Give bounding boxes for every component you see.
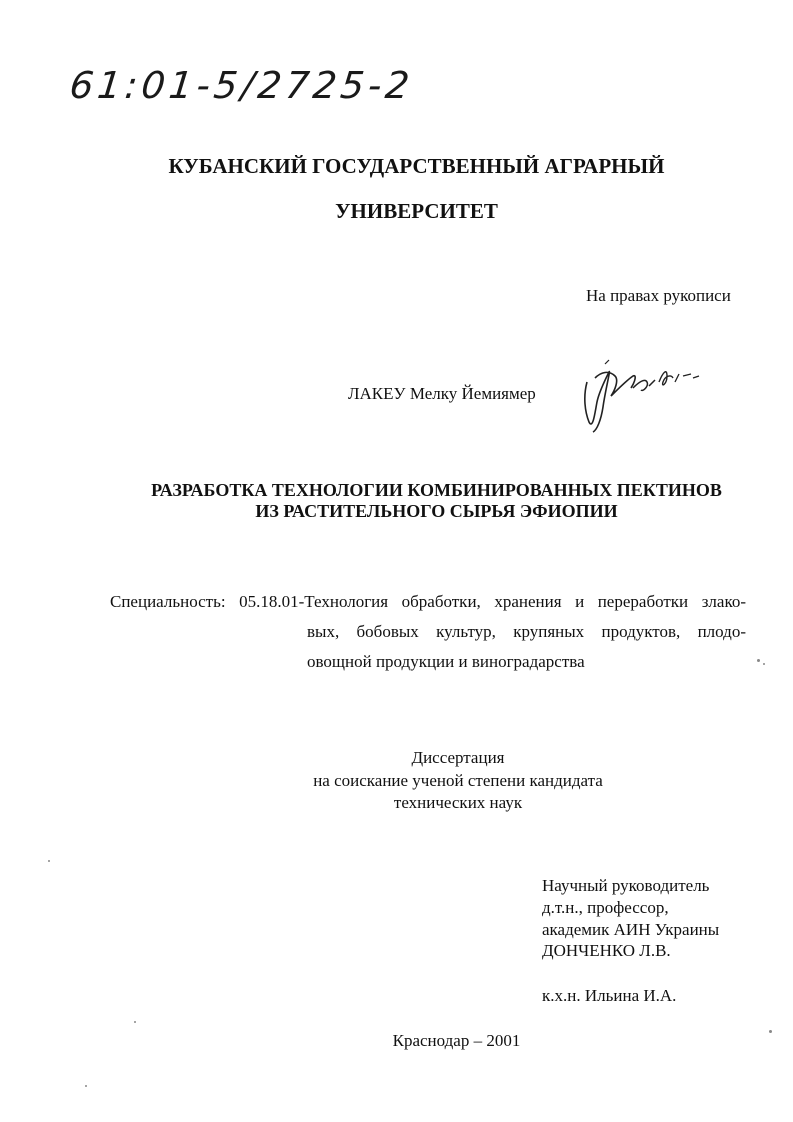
dissertation-title-line2: ИЗ РАСТИТЕЛЬНОГО СЫРЬЯ ЭФИОПИИ [255, 501, 618, 521]
scan-speck [763, 663, 765, 665]
manuscript-rights-note: На правах рукописи [586, 286, 731, 305]
signature-icon [575, 352, 705, 436]
author-name: ЛАКЕУ Мелку Йемиямер [348, 384, 536, 403]
specialty-line2: вых, бобовых культур, крупяных продуктов, плодо- [307, 622, 746, 641]
institution-name-line2: УНИВЕРСИТЕТ [335, 199, 498, 223]
degree-field: технических наук [393, 793, 523, 812]
dissertation-title-line1: РАЗРАБОТКА ТЕХНОЛОГИИ КОМБИНИРОВАННЫХ ПЕКТИНОВ [151, 480, 722, 500]
co-supervisor: к.х.н. Ильина И.А. [542, 986, 677, 1005]
scan-speck [134, 1021, 136, 1023]
degree-purpose: на соискание ученой степени кандидата [313, 771, 603, 790]
scan-speck [757, 659, 760, 662]
specialty-line1: Специальность: 05.18.01-Технология обработки, хранения и переработки злако- [110, 592, 746, 611]
scan-speck [769, 1030, 772, 1033]
scan-speck [85, 1085, 87, 1087]
specialty-line3: овощной продукции и виноградарства [307, 652, 585, 671]
handwritten-catalog-code: 61:01-5/2725-2 [67, 64, 416, 107]
scan-speck [48, 860, 50, 862]
supervisor-name: ДОНЧЕНКО Л.В. [542, 941, 671, 960]
supervisor-degree: д.т.н., профессор, [542, 898, 669, 917]
dissertation-label: Диссертация [411, 748, 505, 767]
supervisor-academy: академик АИН Украины [542, 920, 720, 939]
city-year: Краснодар – 2001 [392, 1031, 521, 1050]
supervisor-label: Научный руководитель [542, 876, 710, 895]
institution-name-line1: КУБАНСКИЙ ГОСУДАРСТВЕННЫЙ АГРАРНЫЙ [168, 154, 665, 178]
